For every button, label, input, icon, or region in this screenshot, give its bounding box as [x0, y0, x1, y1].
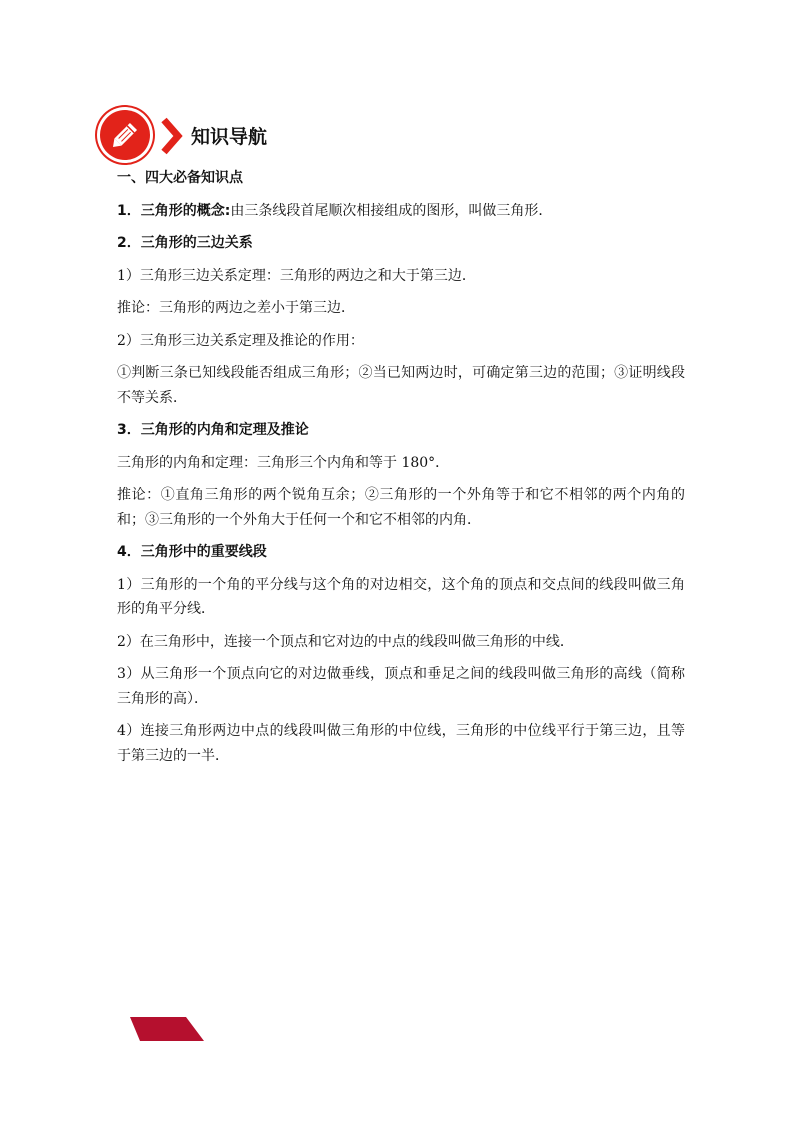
pencil-icon [100, 110, 150, 160]
paragraph: 1）三角形三边关系定理：三角形的两边之和大于第三边． [117, 267, 476, 284]
paragraph: 推论：三角形的两边之差小于第三边． [117, 300, 355, 316]
subheading-important-segments: 4．三角形中的重要线段 [117, 544, 267, 560]
main-heading: 一、四大必备知识点 [117, 170, 243, 186]
paragraph: 三角形的内角和定理：三角形三个内角和等于 180°． [117, 454, 450, 471]
paragraph: 2）三角形三边关系定理及推论的作用： [117, 332, 364, 349]
paragraph: 推论：①直角三角形的两个锐角互余；②三角形的一个外角等于和它不相邻的两个内角的和；③三角形的一个外角大于任何一个和它不相邻的内角． [117, 487, 685, 528]
paragraph: ①判断三条已知线段能否组成三角形；②当已知两边时，可确定第三边的范围；③证明线段不等关系． [117, 365, 685, 406]
paragraph: 1）三角形的一个角的平分线与这个角的对边相交，这个角的顶点和交点间的线段叫做三角形的角平分线． [117, 576, 685, 617]
pencil-badge [100, 110, 150, 160]
subheading-angle-sum: 3．三角形的内角和定理及推论 [117, 422, 309, 438]
footer-tab-decoration [130, 1017, 204, 1041]
paragraph: 3）从三角形一个顶点向它的对边做垂线，顶点和垂足之间的线段叫做三角形的高线（简称三角形的高）． [117, 666, 685, 707]
concept-text: 由三条线段首尾顺次相接组成的图形，叫做三角形． [230, 202, 553, 219]
paragraph: 2）在三角形中，连接一个顶点和它对边的中点的线段叫做三角形的中线． [117, 633, 574, 650]
section-title: 知识导航 [191, 126, 268, 148]
subheading-three-sides: 2．三角形的三边关系 [117, 235, 253, 251]
document-body [117, 166, 687, 768]
paragraph: 4）连接三角形两边中点的线段叫做三角形的中位线，三角形的中位线平行于第三边，且等于第三边的一半． [117, 723, 685, 764]
concept-line [117, 199, 687, 224]
concept-label: 1．三角形的概念: [117, 202, 231, 219]
section-header [100, 108, 400, 164]
chevron-right-icon [158, 116, 184, 156]
